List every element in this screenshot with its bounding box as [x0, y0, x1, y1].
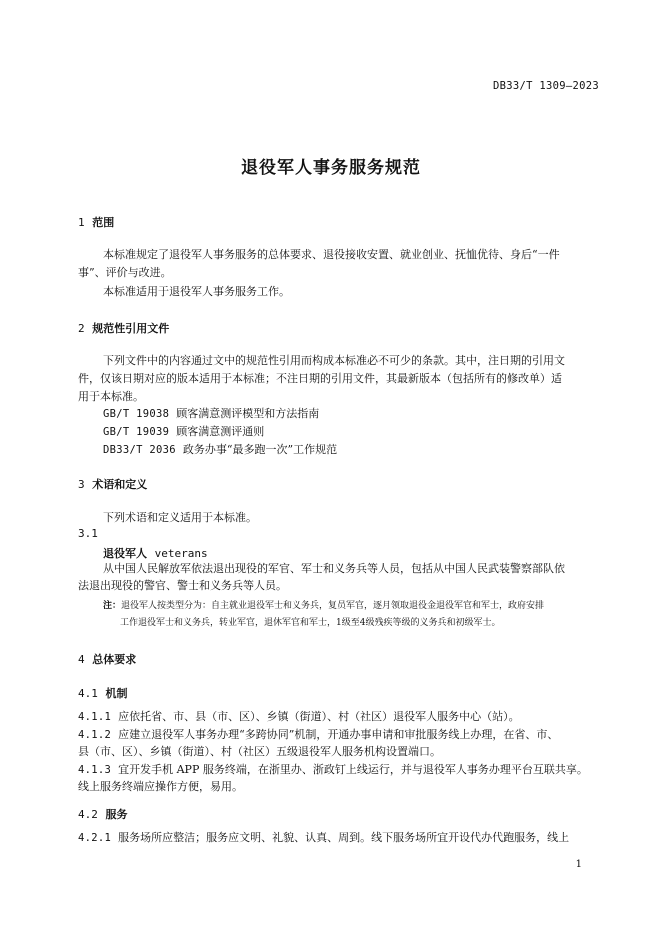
section-heading-3 [78, 476, 147, 492]
note-text: 退役军人按类型分为：自主就业退役军士和义务兵，复员军官，逐月领取退役金退役军官和军士，政府安排 [121, 601, 545, 611]
paragraph-line: 县（市、区）、乡镇（街道）、村（社区）五级退役军人服务机构设置端口。 [78, 745, 441, 758]
reference-title: 顾客满意测评通则 [176, 425, 265, 438]
section-number: 2 [78, 322, 85, 335]
paragraph-line: 线上服务终端应操作方便，易用。 [78, 780, 243, 793]
reference-item [103, 405, 319, 423]
clause-text: 服务场所应整洁；服务应文明、礼貌、认真、周到。线下服务场所宜开设代办代跑服务，线上 [118, 831, 570, 844]
term-en: veterans [154, 547, 208, 560]
paragraph-line: 下列文件中的内容通过文中的规范性引用而构成本标准必不可少的条款。其中，注日期的引用文 [103, 354, 565, 367]
clause-number: 4.1.2 [78, 729, 112, 741]
paragraph-line: 事”、评价与改进。 [78, 266, 172, 279]
section-heading-2 [78, 320, 169, 336]
subsection-title: 服务 [105, 808, 128, 821]
reference-code: GB/T 19038 [103, 408, 170, 420]
clause [78, 829, 569, 847]
paragraph-line: 从中国人民解放军依法退出现役的军官、军士和义务兵等人员，包括从中国人民武装警察部队依 [103, 562, 565, 575]
section-title: 总体要求 [92, 653, 137, 666]
note-label: 注： [103, 601, 122, 611]
clause-number: 4.1.1 [78, 711, 112, 723]
subsection-heading [78, 685, 128, 701]
reference-code: DB33/T 2036 [103, 444, 176, 456]
section-number: 4 [78, 653, 85, 666]
section-heading-4 [78, 651, 136, 667]
clause-number: 4.1.3 [78, 764, 112, 776]
clause-number: 4.2.1 [78, 832, 112, 844]
clause-text: 宜开发手机 APP 服务终端，在浙里办、浙政钉上线运行，并与退役军人事务办理平台互联共享。 [118, 763, 588, 776]
reference-code: GB/T 19039 [103, 426, 170, 438]
clause [78, 726, 558, 744]
section-title: 范围 [92, 216, 115, 229]
note-line [103, 598, 544, 611]
reference-title: 政务办事“最多跑一次”工作规范 [182, 443, 338, 456]
standard-code: DB33/T 1309—2023 [493, 80, 599, 92]
paragraph-line: 件，仅该日期对应的版本适用于本标准；不注日期的引用文件，其最新版本（包括所有的修改单）适 [78, 372, 562, 385]
clause [78, 761, 588, 779]
term-number: 3.1 [78, 527, 98, 540]
paragraph-line: 本标准适用于退役军人事务服务工作。 [103, 285, 290, 298]
subsection-title: 机制 [105, 687, 128, 700]
subsection-number: 4.1 [78, 687, 98, 700]
clause-text: 应依托省、市、县（市、区）、乡镇（街道）、村（社区）退役军人服务中心（站）。 [118, 710, 520, 723]
paragraph-line: 用于本标准。 [78, 390, 144, 403]
subsection-number: 4.2 [78, 808, 98, 821]
paragraph-line: 本标准规定了退役军人事务服务的总体要求、退役接收安置、就业创业、抚恤优待、身后“一件 [103, 248, 560, 261]
reference-title: 顾客满意测评模型和方法指南 [176, 407, 320, 420]
section-number: 3 [78, 478, 85, 491]
page-number: 1 [575, 859, 582, 870]
section-title: 规范性引用文件 [92, 322, 170, 335]
clause-text: 应建立退役军人事务办理“多跨协同”机制，开通办事申请和审批服务线上办理，在省、市、 [118, 728, 559, 741]
term-cn: 退役军人 [103, 547, 147, 560]
subsection-heading [78, 806, 128, 822]
clause [78, 708, 520, 726]
paragraph-line: 法退出现役的警官、警士和义务兵等人员。 [78, 579, 287, 592]
reference-item [103, 441, 337, 459]
reference-item [103, 423, 264, 441]
paragraph-line: 下列术语和定义适用于本标准。 [103, 511, 257, 524]
term-entry [103, 545, 208, 561]
section-title: 术语和定义 [92, 478, 148, 491]
note-line: 工作退役军士和义务兵，转业军官，退休军官和军士，1级至4级残疾等级的义务兵和初级军士。 [120, 618, 501, 628]
page-title: 退役军人事务服务规范 [241, 158, 421, 178]
section-number: 1 [78, 216, 85, 229]
section-heading-1 [78, 214, 114, 230]
